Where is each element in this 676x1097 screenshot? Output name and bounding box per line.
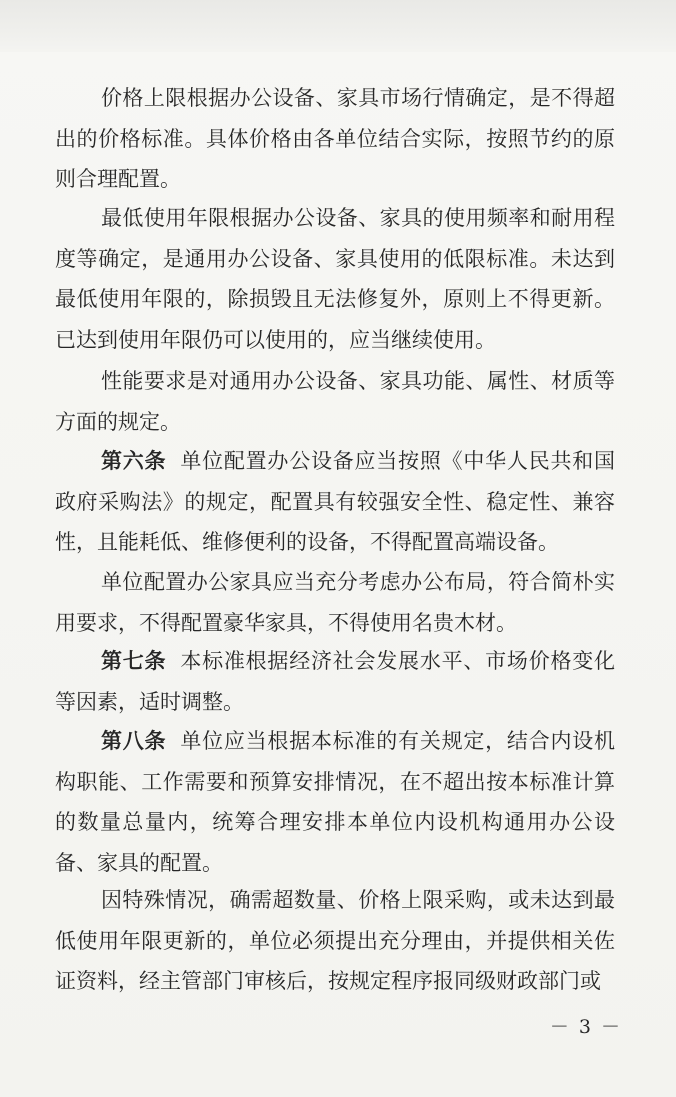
article-heading: 第七条 — [101, 648, 167, 673]
article-6 — [55, 441, 615, 563]
article-7 — [55, 641, 615, 722]
paragraph-text: 因特殊情况，确需超数量、价格上限采购，或未达到最低使用年限更新的，单位必须提出充分理由，并提供相关佐证资料，经主管部门审核后，按规定程序报同级财政部门或 — [55, 888, 615, 993]
article-8 — [55, 721, 615, 883]
article-heading: 第六条 — [101, 448, 167, 473]
paragraph-text: 单位应当根据本标准的有关规定，结合内设机构职能、工作需要和预算安排情况，在不超出按本标准计算的数量总量内，统筹合理安排本单位内设机构通用办公设备、家具的配置。 — [55, 729, 616, 875]
paragraph-performance — [55, 361, 615, 442]
paragraph-price-limit — [55, 78, 615, 200]
page-number: － 3 － — [549, 1016, 622, 1038]
paragraph-text: 价格上限根据办公设备、家具市场行情确定，是不得超出的价格标准。具体价格由各单位结合实际，按照节约的原则合理配置。 — [55, 86, 615, 191]
paragraph-text: 单位配置办公设备应当按照《中华人民共和国政府采购法》的规定，配置具有较强安全性、稳定性、兼容性，且能耗低、维修便利的设备，不得配置高端设备。 — [55, 449, 616, 554]
paragraph-office-furniture — [55, 562, 615, 643]
paragraph-text: 本标准根据经济社会发展水平、市场价格变化等因素，适时调整。 — [55, 649, 616, 714]
paragraph-min-service-life — [55, 198, 615, 360]
scan-top-shadow — [0, 0, 676, 52]
paragraph-text: 单位配置办公家具应当充分考虑办公布局，符合简朴实用要求，不得配置豪华家具，不得使用名贵木材。 — [55, 570, 615, 635]
article-heading: 第八条 — [101, 728, 167, 753]
paragraph-text: 最低使用年限根据办公设备、家具的使用频率和耐用程度等确定，是通用办公设备、家具使用的低限标准。未达到最低使用年限的，除损毁且无法修复外，原则上不得更新。已达到使用年限仍可以使用的，应当继续使用。 — [55, 206, 615, 352]
paragraph-special-cases — [55, 880, 615, 1002]
paragraph-text: 性能要求是对通用办公设备、家具功能、属性、材质等方面的规定。 — [55, 369, 615, 434]
